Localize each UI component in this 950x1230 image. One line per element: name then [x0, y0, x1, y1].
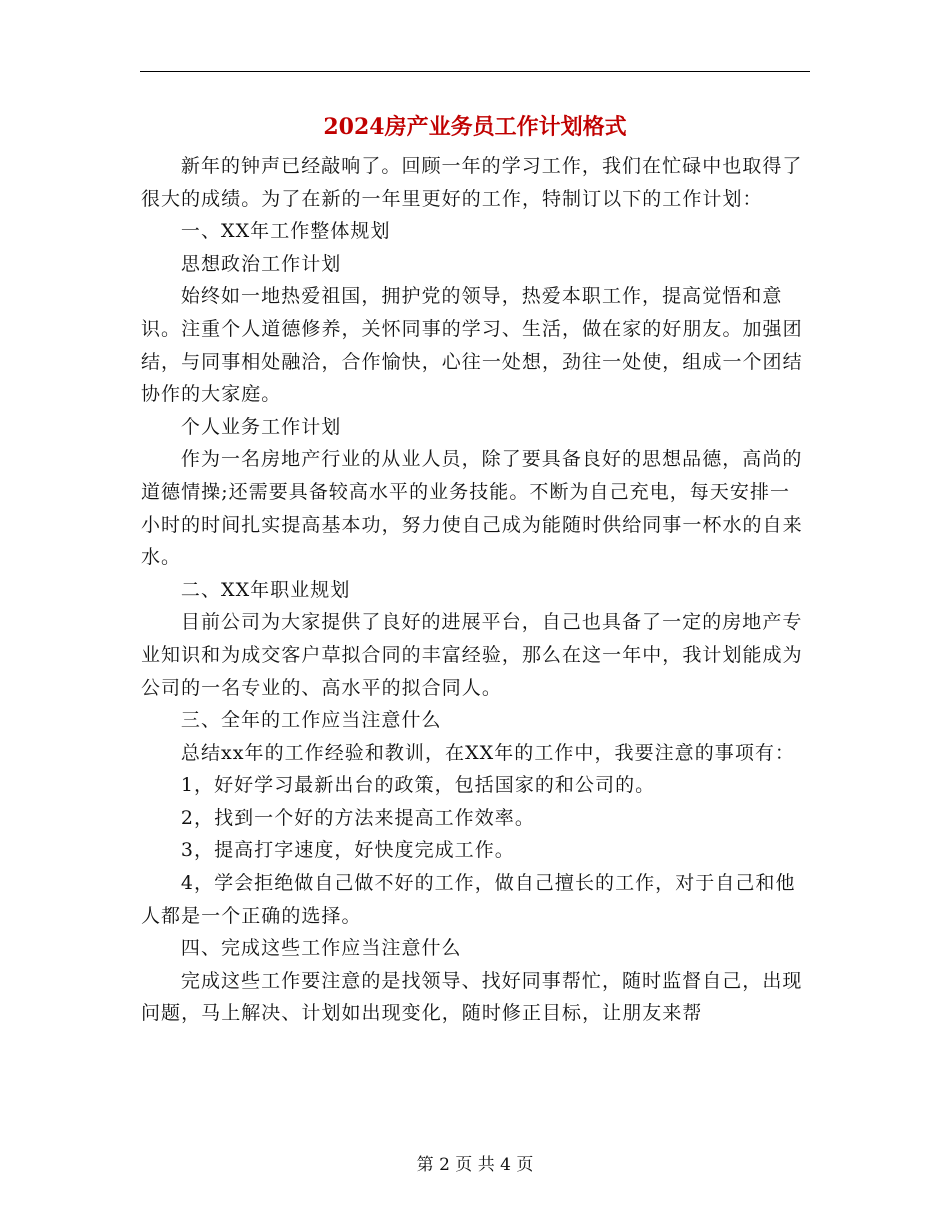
- section-heading-2: 二、XX年职业规划: [180, 578, 351, 601]
- section-heading-1: 一、XX年工作整体规划: [180, 220, 391, 243]
- page-number: 第 2 页 共 4 页: [416, 1155, 534, 1175]
- paragraph-political: 始终如一地热爱祖国，拥护党的领导，热爱本职工作，提高觉悟和意识。注重个人道德修养，关怀同事的学习、生活，做在家的好朋友。加强团结，与同事相处融洽，合作愉快，心往一处想，劲往一处使，组成一个团结协作的大家庭。: [141, 285, 803, 406]
- list-item-4: 4，学会拒绝做自己做不好的工作，做自己擅长的工作，对于自己和他人都是一个正确的选择。: [141, 872, 796, 927]
- list-item-2: 2，找到一个好的方法来提高工作效率。: [180, 806, 535, 829]
- subheading-political-plan: 思想政治工作计划: [180, 252, 342, 275]
- header-rule: [140, 71, 810, 72]
- paragraph-career: 目前公司为大家提供了良好的进展平台，自己也具备了一定的房地产专业知识和为成交客户草拟合同的丰富经验，那么在这一年中，我计划能成为公司的一名专业的、高水平的拟合同人。: [141, 611, 803, 699]
- paragraph-intro: 新年的钟声已经敲响了。回顾一年的学习工作，我们在忙碌中也取得了很大的成绩。为了在新的一年里更好的工作，特制订以下的工作计划：: [141, 155, 803, 210]
- paragraph-business: 作为一名房地产行业的从业人员，除了要具备良好的思想品德，高尚的道德情操;还需要具备较高水平的业务技能。不断为自己充电，每天安排一小时的时间扎实提高基本功，努力使自己成为能随时供给同事一杯水的自来水。: [141, 448, 803, 569]
- section-heading-4: 四、完成这些工作应当注意什么: [180, 937, 462, 960]
- list-item-1: 1，好好学习最新出台的政策，包括国家的和公司的。: [180, 774, 656, 797]
- subheading-business-plan: 个人业务工作计划: [180, 415, 342, 438]
- document-body: [141, 150, 809, 1030]
- section-heading-3: 三、全年的工作应当注意什么: [180, 709, 442, 732]
- document-title: 2024房产业务员工作计划格式: [323, 114, 627, 140]
- paragraph-completion: 完成这些工作要注意的是找领导、找好同事帮忙，随时监督自己，出现问题，马上解决、计划如出现变化，随时修正目标，让朋友来帮: [141, 969, 803, 1025]
- paragraph-lessons: 总结xx年的工作经验和教训，在XX年的工作中，我要注意的事项有：: [180, 741, 795, 764]
- list-item-3: 3，提高打字速度，好快度完成工作。: [180, 839, 515, 862]
